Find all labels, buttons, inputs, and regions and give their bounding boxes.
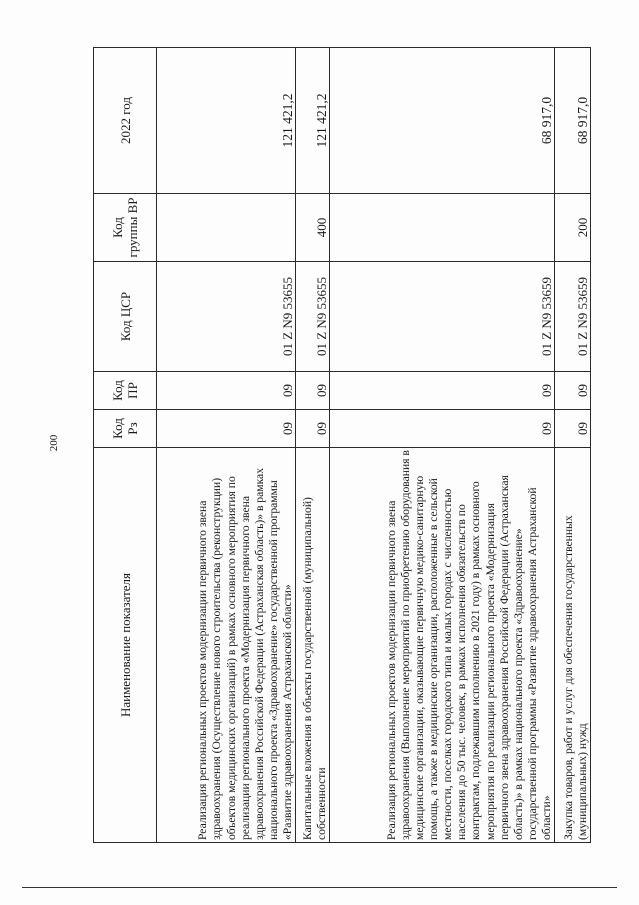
row-vr — [157, 194, 296, 262]
table-row — [330, 48, 555, 843]
row-vr: 200 — [555, 194, 591, 262]
row-name: Закупка товаров, работ и услуг для обеспечения государственных (муниципальных) нужд — [555, 448, 591, 843]
table-header-row — [94, 48, 157, 843]
table-row — [296, 48, 330, 843]
row-amount: 68 917,0 — [330, 48, 555, 194]
header-rz: Код Рз — [94, 410, 157, 448]
row-pr: 09 — [330, 372, 555, 410]
page-number: 200 — [48, 434, 60, 452]
row-name: Реализация региональных проектов модернизации первичного звена здравоохранения (Выполнение мероприятий по приобретению оборудования в медицинские организации, оказывающие первичную медико-санитарную помощь, а также в медицинские организации, расположенные в сельской местности, поселках городского типа и малых городах с численностью населения до 50 тыс. человек, в рамках исполнения обязательств по контрактам, подлежавшим исполнению в 2021 году) в рамках основного мероприятия по реализации регионального проекта «Модернизация первичного звена здравоохранения Российской Федерации (Астраханская область)» в рамках национального проекта «Здравоохранение» государственной программы «Развитие здравоохранения Астраханской области» — [330, 448, 555, 843]
row-vr — [330, 194, 555, 262]
header-vr: Код группы ВР — [94, 194, 157, 262]
header-name: Наименование показателя — [94, 448, 157, 843]
header-year: 2022 год — [94, 48, 157, 194]
table-row — [555, 48, 591, 843]
row-amount: 121 421,2 — [157, 48, 296, 194]
table-row — [157, 48, 296, 843]
rotated-table-content — [93, 48, 609, 843]
row-csr: 01 Z N9 53655 — [296, 262, 330, 372]
header-csr: Код ЦСР — [94, 262, 157, 372]
row-csr: 01 Z N9 53659 — [330, 262, 555, 372]
row-rz: 09 — [157, 410, 296, 448]
header-pr: Код ПР — [94, 372, 157, 410]
row-name: Реализация региональных проектов модернизации первичного звена здравоохранения (Осуществление нового строительства (реконструкции) объектов медицинских организаций) в рамках основного мероприятия по реализации регионального проекта «Модернизация первичного звена здравоохранения Российской Федерации (Астраханская область)» в рамках национального проекта «Здравоохранение» государственной программы «Развитие здравоохранения Астраханской области» — [157, 448, 296, 843]
row-name: Капитальные вложения в объекты государственной (муниципальной) собственности — [296, 448, 330, 843]
row-rz: 09 — [330, 410, 555, 448]
row-csr: 01 Z N9 53655 — [157, 262, 296, 372]
row-vr: 400 — [296, 194, 330, 262]
row-pr: 09 — [296, 372, 330, 410]
bottom-divider — [22, 887, 617, 888]
row-amount: 68 917,0 — [555, 48, 591, 194]
row-csr: 01 Z N9 53659 — [555, 262, 591, 372]
row-pr: 09 — [157, 372, 296, 410]
row-amount: 121 421,2 — [296, 48, 330, 194]
budget-table — [93, 47, 591, 843]
rotated-table-frame — [93, 48, 609, 843]
row-rz: 09 — [296, 410, 330, 448]
row-pr: 09 — [555, 372, 591, 410]
row-rz: 09 — [555, 410, 591, 448]
